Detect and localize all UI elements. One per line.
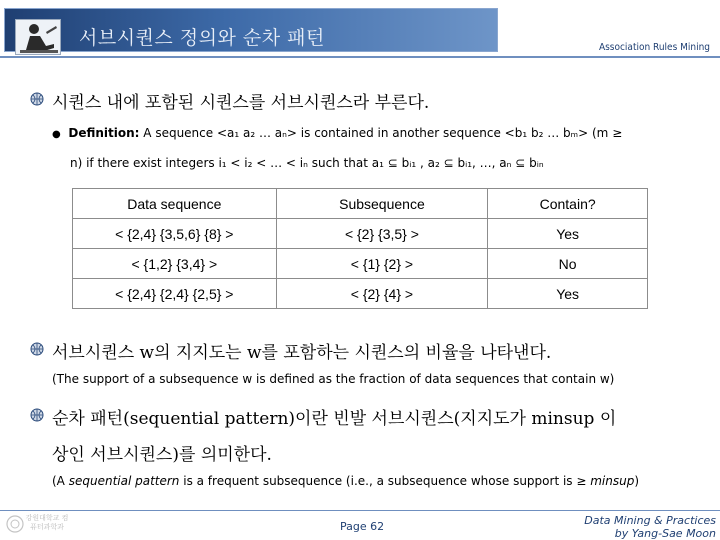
column-header-subsequence: Subsequence bbox=[276, 189, 488, 219]
definition-line-1: ● Definition: A sequence <a₁ a₂ … aₙ> is contained in another sequence <b₁ b₂ … bₘ> (m ≥ bbox=[52, 126, 623, 140]
bullet-sequential-pattern: 순차 패턴(sequential pattern)이란 빈발 서브시퀀스(지지도가 minsup 이 bbox=[52, 409, 617, 429]
table-cell: < {1,2} {3,4} > bbox=[73, 249, 277, 279]
table-cell: < {2} {4} > bbox=[276, 279, 488, 309]
pattern-note-prefix: (A bbox=[52, 474, 69, 488]
logo-text: 강원대학교 컴퓨터과학과 bbox=[25, 514, 69, 531]
seal-icon bbox=[6, 514, 24, 534]
page-number: Page 62 bbox=[340, 520, 385, 533]
person-at-desk-icon bbox=[15, 19, 61, 55]
table-cell: < {2,4} {2,4} {2,5} > bbox=[73, 279, 277, 309]
definition-label: Definition: bbox=[68, 126, 140, 140]
title-bar bbox=[4, 8, 498, 52]
bullet-sequential-pattern-cont: 상인 서브시퀀스)를 의미한다. bbox=[52, 445, 272, 465]
table-cell: No bbox=[488, 249, 648, 279]
table-cell: < {2} {3,5} > bbox=[276, 219, 488, 249]
globe-bullet-icon bbox=[30, 342, 44, 356]
column-header-data-sequence: Data sequence bbox=[73, 189, 277, 219]
pattern-note-term: sequential pattern bbox=[68, 474, 180, 488]
bullet-subsequence-definition: 시퀀스 내에 포함된 시퀀스를 서브시퀀스라 부른다. bbox=[52, 93, 430, 113]
university-logo bbox=[6, 514, 70, 538]
globe-bullet-icon bbox=[30, 92, 44, 106]
globe-bullet-icon bbox=[30, 408, 44, 422]
table-row bbox=[73, 279, 648, 309]
table-cell: < {1} {2} > bbox=[276, 249, 488, 279]
pattern-note bbox=[52, 474, 639, 488]
table-cell: < {2,4} {3,5,6} {8} > bbox=[73, 219, 277, 249]
header-divider bbox=[0, 56, 720, 58]
definition-line-2: n) if there exist integers i₁ < i₂ < … < iₙ such that a₁ ⊆ bᵢ₁ , a₂ ⊆ bᵢ₁, …, aₙ ⊆ bᵢₙ bbox=[70, 156, 544, 170]
table-row bbox=[73, 219, 648, 249]
book-author: by Yang-Sae Moon bbox=[614, 527, 716, 540]
page-title: 서브시퀀스 정의와 순차 패턴 bbox=[79, 27, 325, 49]
table-cell: Yes bbox=[488, 219, 648, 249]
pattern-note-minsup: minsup bbox=[590, 474, 635, 488]
table-cell: Yes bbox=[488, 279, 648, 309]
table-header-row bbox=[73, 189, 648, 219]
footer-credit bbox=[584, 514, 716, 540]
example-table bbox=[72, 188, 648, 309]
table-row bbox=[73, 249, 648, 279]
book-title: Data Mining & Practices bbox=[584, 514, 716, 527]
support-note: (The support of a subsequence w is defined as the fraction of data sequences that contain w) bbox=[52, 372, 615, 386]
definition-text-1: A sequence <a₁ a₂ … aₙ> is contained in another sequence <b₁ b₂ … bₘ> (m ≥ bbox=[143, 126, 623, 140]
pattern-note-mid: is a frequent subsequence (i.e., a subsequence whose support is ≥ bbox=[179, 474, 591, 488]
header-subtitle: Association Rules Mining bbox=[598, 42, 710, 53]
column-header-contain: Contain? bbox=[488, 189, 648, 219]
bullet-support-definition: 서브시퀀스 w의 지지도는 w를 포함하는 시퀀스의 비율을 나타낸다. bbox=[52, 343, 552, 363]
pattern-note-suffix: ) bbox=[634, 474, 640, 488]
footer-divider bbox=[0, 510, 720, 511]
